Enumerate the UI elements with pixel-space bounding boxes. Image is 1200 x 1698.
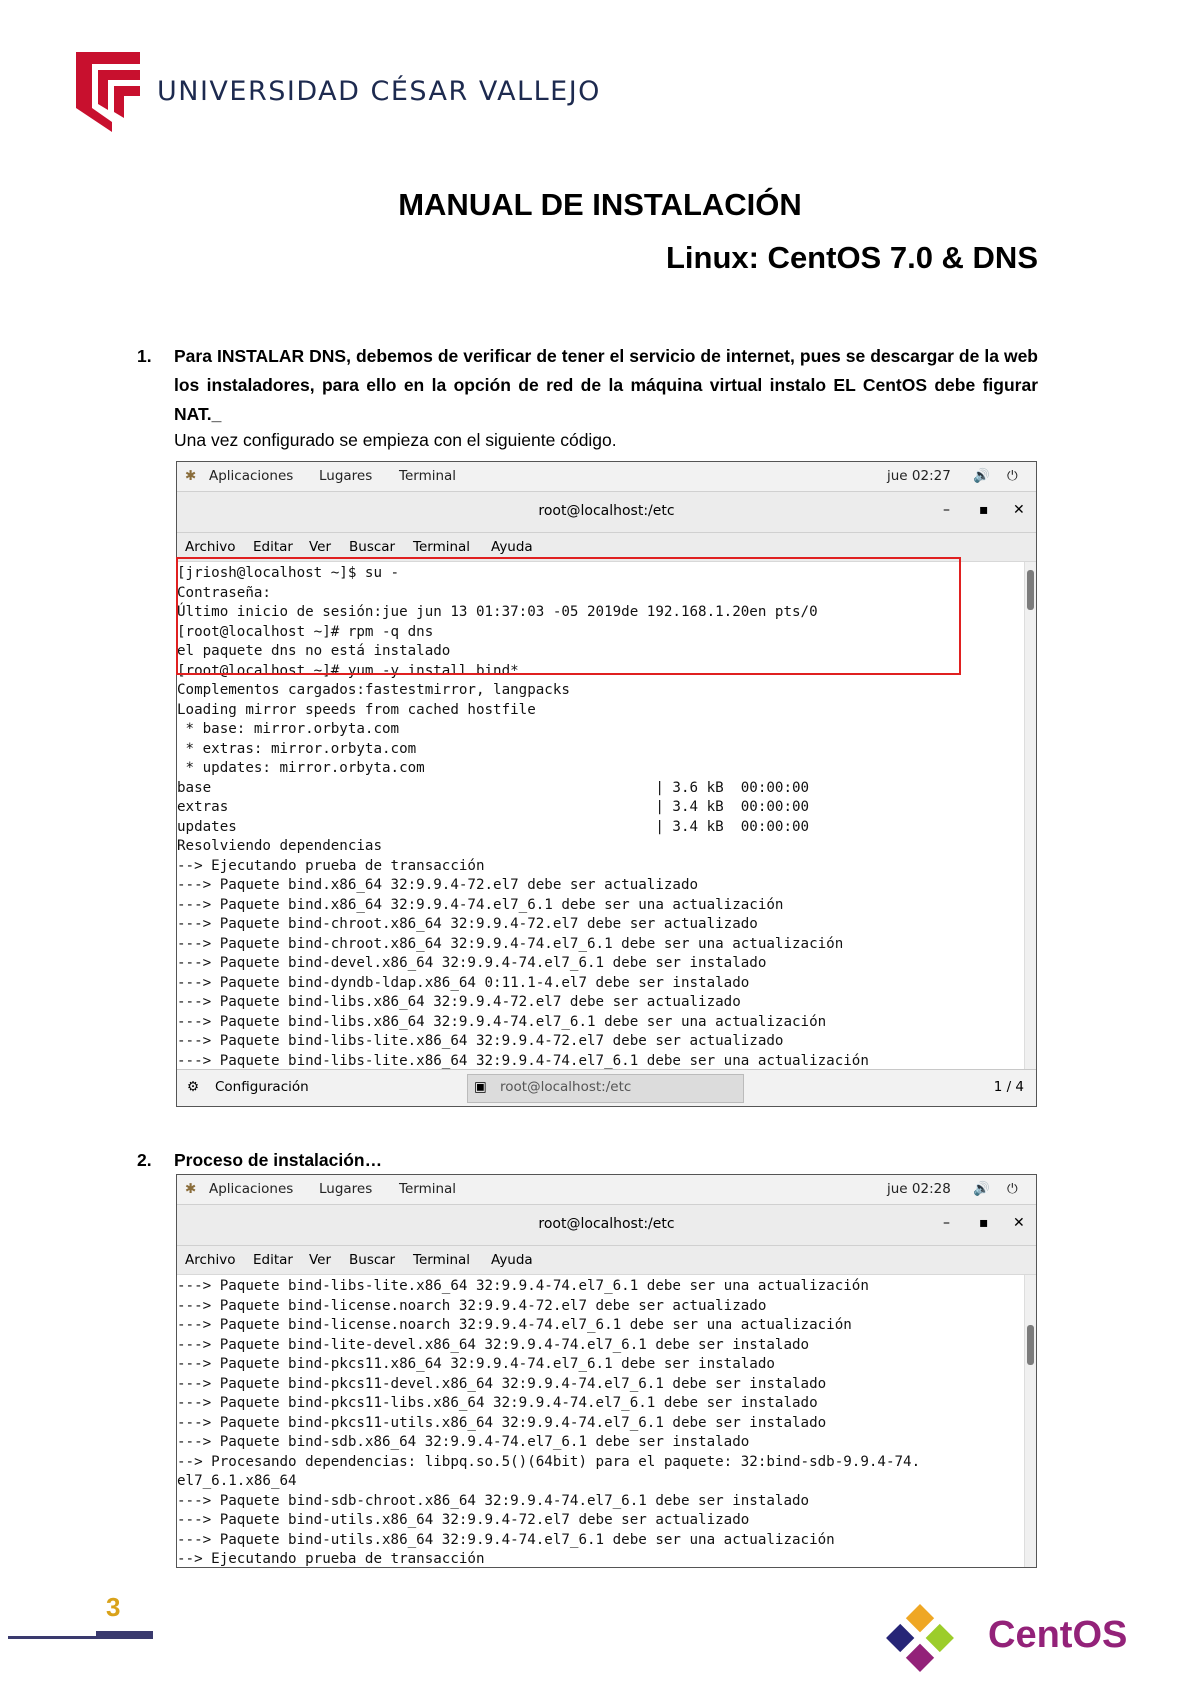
menu-ayuda[interactable]: Ayuda: [491, 539, 533, 555]
footer-line-accent: [96, 1631, 153, 1639]
centos-logo: [880, 1598, 960, 1678]
terminal-text: ---> Paquete bind-libs-lite.x86_64 32:9.9.4-74.el7_6.1 debe ser una actualización ---> Paquete bind-license.noarch 32:9.9.4-72.el7 debe ser actualizado ---> Paquete bind-license.noarch 32:9.9.4-74.el7_6.1 debe ser una actualización ---> Paquete bind-lite-devel.x86_64 32:9.9.4-74.el7_6.1 debe ser instalado ---> Paquete bind-pkcs11.x86_64 32:9.9.4-74.el7_6.1 debe ser instalado ---> Paquete bind-pkcs11-devel.x86_64 32:9.9.4-74.el7_6.1 debe ser instalado ---> Paquete bind-pkcs11-libs.x86_64 32:9.9.4-74.el7_6.1 debe ser instalado ---> Paquete bind-pkcs11-utils.x86_64 32:9.9.4-74.el7_6.1 debe ser instalado ---> Paquete bind-sdb.x86_64 32:9.9.4-74.el7_6.1 debe ser instalado --> Procesando dependencias: libpq.so.5()(64bit) para el paquete: 32:bind-sdb-9.9.4-74. el7_6.1.x86_64 ---> Paquete bind-sdb-chroot.x86_64 32:9.9.4-74.el7_6.1 debe ser instalado ---> Paquete bind-utils.x86_64 32:9.9.4-72.el7 debe ser actualizado ---> Paquete bind-utils.x86_64 32:9.9.4-74.el7_6.1 debe ser una actualización --> Ejecutando prueba de transacción: [177, 1278, 921, 1567]
power-icon[interactable]: ⏻: [1007, 1181, 1018, 1197]
menu-buscar[interactable]: Buscar: [349, 539, 396, 555]
terminal-icon: ▣: [474, 1079, 487, 1095]
university-logo: [72, 48, 144, 132]
menu-archivo[interactable]: Archivo: [185, 1252, 236, 1268]
document-title: MANUAL DE INSTALACIÓN: [398, 187, 802, 222]
taskbar: [177, 1069, 1036, 1106]
step-1-number: 1.: [137, 346, 152, 366]
minimize-icon[interactable]: –: [943, 1215, 950, 1231]
step-1-extra: Una vez configurado se empieza con el siguiente código.: [174, 430, 617, 450]
step-2-number: 2.: [137, 1150, 152, 1170]
apps-menu[interactable]: Aplicaciones: [209, 468, 294, 484]
taskbar-config[interactable]: Configuración: [215, 1079, 309, 1095]
terminal-menu[interactable]: Terminal: [399, 468, 457, 484]
page-number: 3: [106, 1592, 121, 1622]
menu-ver[interactable]: Ver: [309, 1252, 332, 1268]
menu-terminal[interactable]: Terminal: [413, 1252, 471, 1268]
centos-wordmark: CentOS: [988, 1614, 1128, 1656]
terminal-menu-bar: [177, 1246, 1036, 1275]
volume-icon[interactable]: 🔊: [973, 1181, 990, 1197]
maximize-icon[interactable]: ▪: [979, 1215, 989, 1231]
apps-icon: ✱: [185, 468, 197, 484]
taskbar-window-label: root@localhost:/etc: [500, 1079, 632, 1095]
apps-menu[interactable]: Aplicaciones: [209, 1181, 294, 1197]
terminal-output[interactable]: [177, 1275, 1036, 1568]
scrollbar-thumb[interactable]: [1027, 1325, 1034, 1365]
minimize-icon[interactable]: –: [943, 502, 950, 518]
highlight-box: [176, 557, 961, 675]
menu-ayuda[interactable]: Ayuda: [491, 1252, 533, 1268]
terminal-menu[interactable]: Terminal: [399, 1181, 457, 1197]
scrollbar[interactable]: [1024, 562, 1036, 1074]
step-2-text: Proceso de instalación…: [174, 1150, 383, 1170]
close-icon[interactable]: ✕: [1013, 502, 1025, 518]
workspace-indicator[interactable]: 1 / 4: [993, 1079, 1024, 1095]
menu-editar[interactable]: Editar: [253, 539, 293, 555]
document-subtitle: Linux: CentOS 7.0 & DNS: [665, 240, 1038, 275]
university-name: UNIVERSIDAD CÉSAR VALLEJO: [157, 76, 601, 107]
maximize-icon[interactable]: ▪: [979, 502, 989, 518]
scrollbar[interactable]: [1024, 1275, 1036, 1568]
menu-editar[interactable]: Editar: [253, 1252, 293, 1268]
step-1-text: Para INSTALAR DNS, debemos de verificar de tener el servicio de internet, pues se descargar de la web los instaladores, para ello en la opción de red de la máquina virtual instalo EL CentOS debe figurar NAT._: [174, 346, 1038, 424]
taskbar-window-button[interactable]: [467, 1074, 744, 1103]
window-title-bar: [177, 492, 1036, 533]
gnome-top-bar: [177, 1175, 1036, 1205]
gnome-top-bar: [177, 462, 1036, 492]
close-icon[interactable]: ✕: [1013, 1215, 1025, 1231]
menu-archivo[interactable]: Archivo: [185, 539, 236, 555]
menu-terminal[interactable]: Terminal: [413, 539, 471, 555]
window-title: root@localhost:/etc: [538, 1216, 675, 1232]
clock: jue 02:28: [887, 1181, 951, 1197]
scrollbar-thumb[interactable]: [1027, 570, 1034, 610]
terminal-screenshot-2: [176, 1174, 1037, 1568]
places-menu[interactable]: Lugares: [319, 1181, 373, 1197]
menu-buscar[interactable]: Buscar: [349, 1252, 396, 1268]
window-title: root@localhost:/etc: [538, 503, 675, 519]
settings-icon: ⚙: [187, 1079, 200, 1095]
clock: jue 02:27: [887, 468, 951, 484]
places-menu[interactable]: Lugares: [319, 468, 373, 484]
volume-icon[interactable]: 🔊: [973, 468, 990, 484]
terminal-text: [jriosh@localhost ~]$ su - Contraseña: Último inicio de sesión:jue jun 13 01:37:03 -05 2019de 192.168.1.20en pts/0 [root@localhost ~]# rpm -q dns el paquete dns no está instalado [root@localhost ~]# yum -y install bind* Complementos cargados:fastestmirror, langpacks Loading mirror speeds from cached hostfile * base: mirror.orbyta.com * extras: mirror.orbyta.com * updates: mirror.orbyta.com base | 3.6 kB 00:00:00 extras | 3.4 kB 00:00:00 updates | 3.4 kB 00:00:00 Resolviendo dependencias --> Ejecutando prueba de transacción ---> Paquete bind.x86_64 32:9.9.4-72.el7 debe ser actualizado ---> Paquete bind.x86_64 32:9.9.4-74.el7_6.1 debe ser una actualización ---> Paquete bind-chroot.x86_64 32:9.9.4-72.el7 debe ser actualizado ---> Paquete bind-chroot.x86_64 32:9.9.4-74.el7_6.1 debe ser una actualización ---> Paquete bind-devel.x86_64 32:9.9.4-74.el7_6.1 debe ser instalado ---> Paquete bind-dyndb-ldap.x86_64 0:11.1-4.el7 debe ser instalado ---> Paquete bind-libs.x86_64 32:9.9.4-72.el7 debe ser actualizado ---> Paquete bind-libs.x86_64 32:9.9.4-74.el7_6.1 debe ser una actualización ---> Paquete bind-libs-lite.x86_64 32:9.9.4-72.el7 debe ser actualizado ---> Paquete bind-libs-lite.x86_64 32:9.9.4-74.el7_6.1 debe ser una actualización: [177, 565, 869, 1069]
apps-icon: ✱: [185, 1181, 197, 1197]
menu-ver[interactable]: Ver: [309, 539, 332, 555]
window-title-bar: [177, 1205, 1036, 1246]
power-icon[interactable]: ⏻: [1007, 468, 1018, 484]
